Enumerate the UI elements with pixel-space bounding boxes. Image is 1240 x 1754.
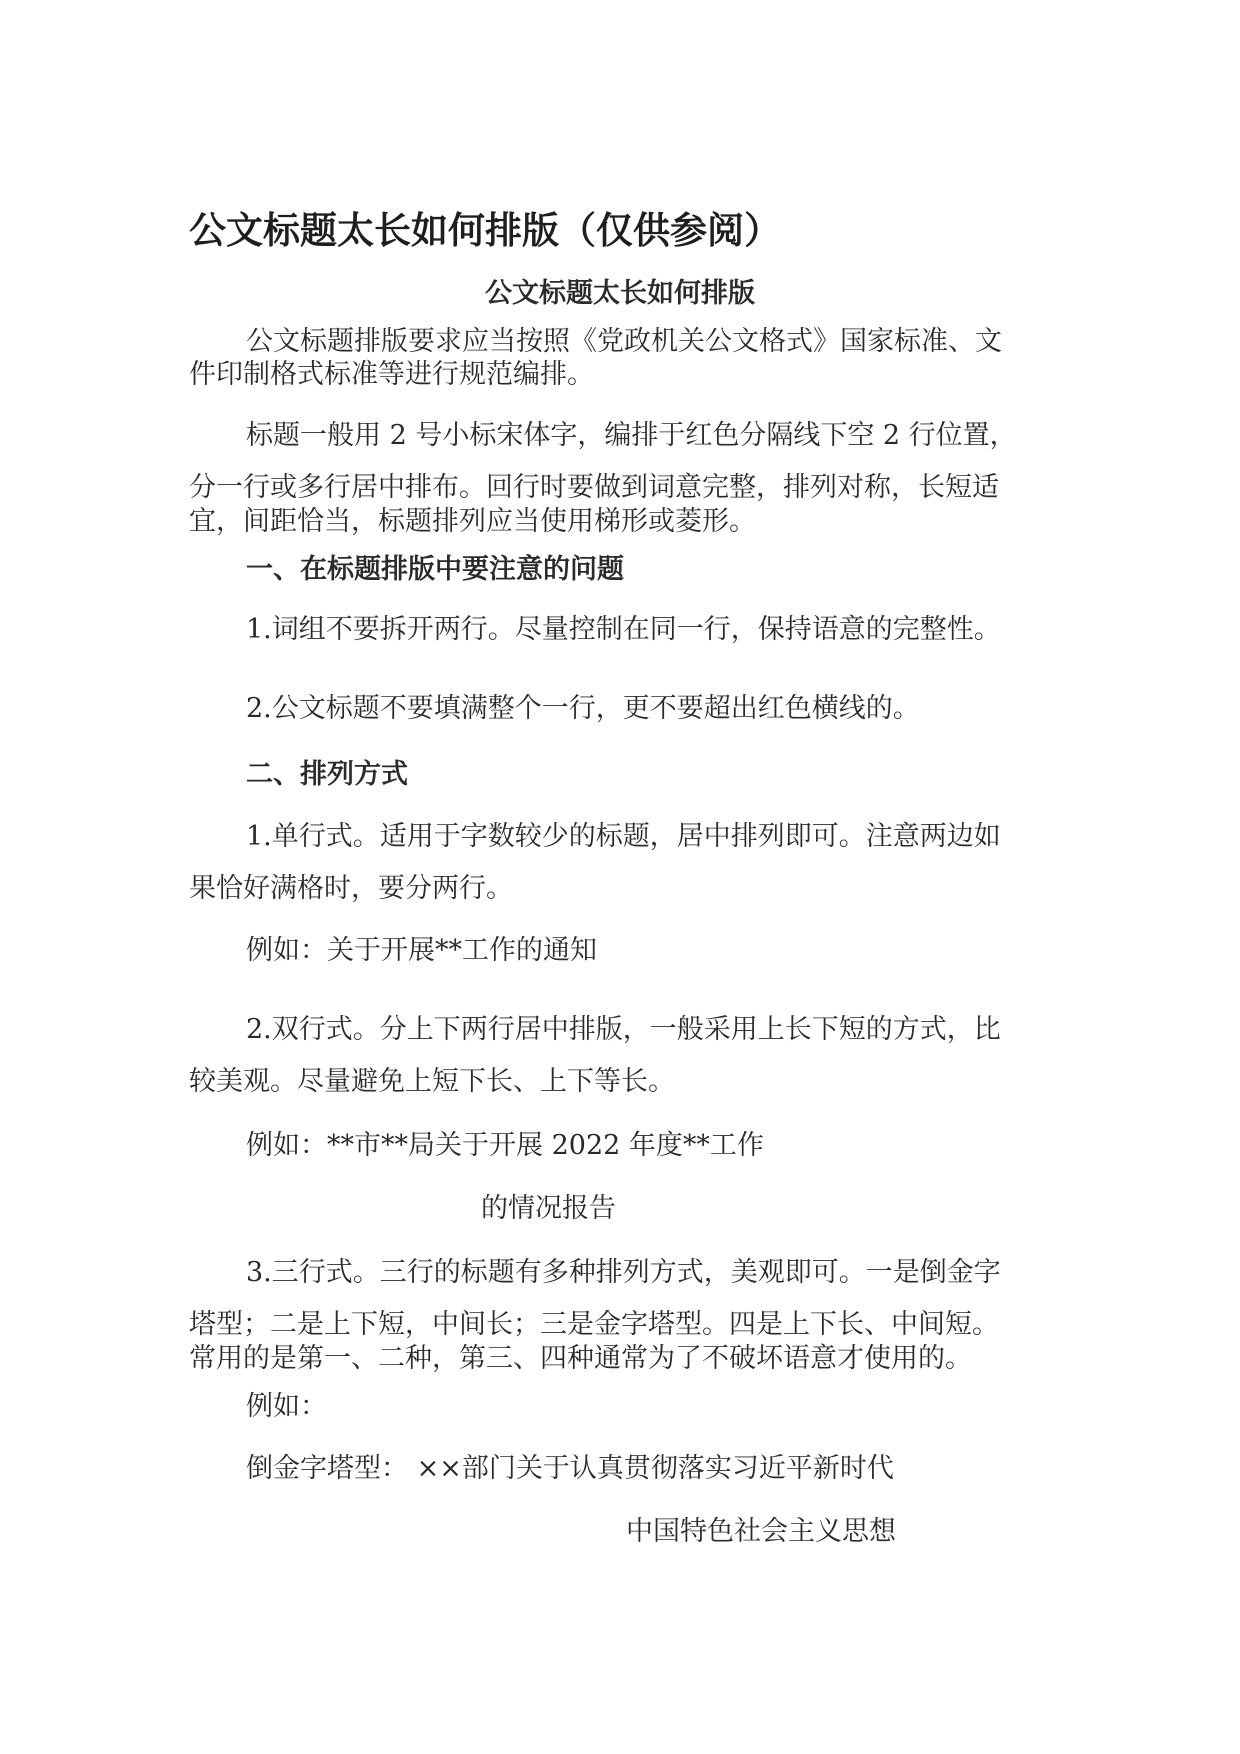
- section2-item1-line2: 果恰好满格时，要分两行。: [189, 873, 513, 904]
- section2-item1-example: 例如：关于开展**工作的通知: [246, 935, 597, 966]
- para2-line3: 宜，间距恰当，标题排列应当使用梯形或菱形。: [189, 506, 756, 537]
- para2-line1: 标题一般用 2 号小标宋体字，编排于红色分隔线下空 2 行位置，: [246, 420, 1017, 451]
- para1-line2: 件印制格式标准等进行规范编排。: [189, 359, 594, 390]
- document-title: 公文标题太长如何排版（仅供参阅）: [189, 209, 781, 252]
- document-subtitle: 公文标题太长如何排版: [485, 278, 755, 309]
- section1-heading: 一、在标题排版中要注意的问题: [246, 554, 624, 585]
- section1-item1: 1.词组不要拆开两行。尽量控制在同一行，保持语意的完整性。: [246, 614, 1001, 645]
- section2-item2-example-line1: 例如：**市**局关于开展 2022 年度**工作: [246, 1130, 764, 1161]
- section2-item2-line1: 2.双行式。分上下两行居中排版，一般采用上长下短的方式，比: [246, 1014, 1001, 1045]
- section2-heading: 二、排列方式: [246, 759, 408, 790]
- section2-item3-line3: 常用的是第一、二种，第三、四种通常为了不破坏语意才使用的。: [189, 1343, 972, 1374]
- section2-item3-line2: 塔型；二是上下短，中间长；三是金字塔型。四是上下长、中间短。: [189, 1309, 999, 1340]
- para1-line1: 公文标题排版要求应当按照《党政机关公文格式》国家标准、文: [246, 326, 1002, 357]
- section1-item2: 2.公文标题不要填满整个一行，更不要超出红色横线的。: [246, 693, 920, 724]
- section2-item3-example-label: 例如：: [246, 1391, 327, 1422]
- section2-item3-example-line2: 中国特色社会主义思想: [626, 1516, 896, 1547]
- section2-item2-line2: 较美观。尽量避免上短下长、上下等长。: [189, 1066, 675, 1097]
- section2-item1-line1: 1.单行式。适用于字数较少的标题，居中排列即可。注意两边如: [246, 821, 1001, 852]
- section2-item2-example-line2: 的情况报告: [481, 1193, 616, 1224]
- para2-line2: 分一行或多行居中排布。回行时要做到词意完整，排列对称，长短适: [189, 472, 999, 503]
- section2-item3-line1: 3.三行式。三行的标题有多种排列方式，美观即可。一是倒金字: [246, 1257, 1001, 1288]
- section2-item3-example-line1: 倒金字塔型： ××部门关于认真贯彻落实习近平新时代: [246, 1453, 894, 1484]
